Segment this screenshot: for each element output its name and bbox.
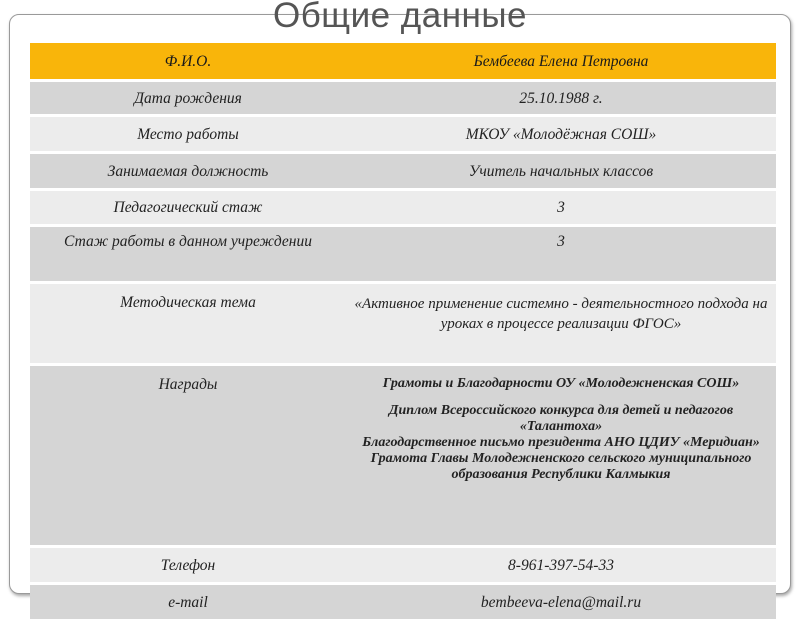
cell-label: Методическая тема bbox=[30, 282, 346, 364]
cell-label: Педагогический стаж bbox=[30, 189, 346, 225]
table-row-teaching-experience bbox=[30, 189, 776, 225]
table-row-fio bbox=[30, 43, 776, 80]
table-row-institution-experience bbox=[30, 225, 776, 282]
cell-value: bembeeva-elena@mail.ru bbox=[346, 583, 776, 620]
cell-awards bbox=[346, 364, 776, 546]
table-row-awards bbox=[30, 364, 776, 546]
table-row-birth-date bbox=[30, 80, 776, 115]
cell-label: Стаж работы в данном учреждении bbox=[30, 225, 346, 282]
cell-label: Награды bbox=[30, 364, 346, 546]
cell-value: МКОУ «Молодёжная СОШ» bbox=[346, 115, 776, 152]
award-item: Грамоты и Благодарности ОУ «Молодежненская СОШ» bbox=[382, 375, 740, 391]
cell-value: 8-961-397-54-33 bbox=[346, 546, 776, 583]
cell-label: Дата рождения bbox=[30, 80, 346, 115]
award-item: Благодарственное письмо президента АНО ЦДИУ «Меридиан» bbox=[362, 434, 760, 450]
cell-label: Телефон bbox=[30, 546, 346, 583]
cell-value: Бембеева Елена Петровна bbox=[346, 43, 776, 80]
cell-value: «Активное применение системно - деятельностного подхода на уроках в процессе реализации ФГОС» bbox=[346, 282, 776, 364]
cell-value: 3 bbox=[346, 189, 776, 225]
table-row-phone bbox=[30, 546, 776, 583]
table-row-workplace bbox=[30, 115, 776, 152]
table-row-methodical-theme bbox=[30, 282, 776, 364]
table-row-position bbox=[30, 152, 776, 189]
cell-label: Занимаемая должность bbox=[30, 152, 346, 189]
table-row-email bbox=[30, 583, 776, 620]
cell-value: Учитель начальных классов bbox=[346, 152, 776, 189]
cell-label: e-mail bbox=[30, 583, 346, 620]
personal-data-table bbox=[30, 43, 776, 622]
award-item: Диплом Всероссийского конкурса для детей и педагогов «Талантоха» bbox=[388, 402, 734, 434]
cell-label: Ф.И.О. bbox=[30, 43, 346, 80]
cell-value: 3 bbox=[346, 225, 776, 282]
award-item: Грамота Главы Молодежненского сельского муниципального образования Республики Калмыкия bbox=[370, 450, 752, 482]
cell-value: 25.10.1988 г. bbox=[346, 80, 776, 115]
cell-label: Место работы bbox=[30, 115, 346, 152]
page-title: Общие данные bbox=[273, 0, 527, 35]
